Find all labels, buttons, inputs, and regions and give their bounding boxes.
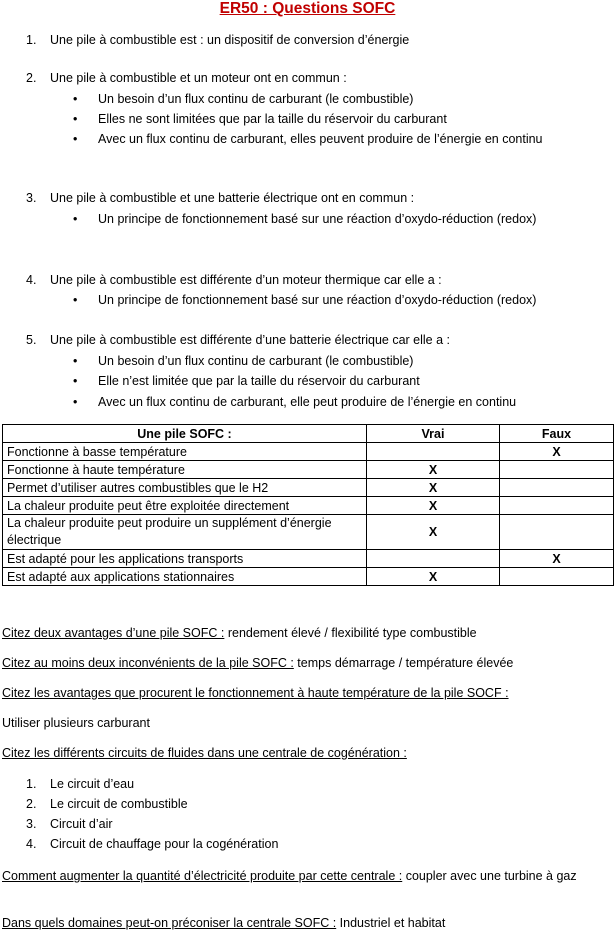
qa-question: Citez au moins deux inconvénients de la pile SOFC : [2, 656, 294, 670]
question-2 [26, 71, 611, 85]
question-1 [26, 33, 611, 47]
bullet-item: • Elle n’est limitée que par la taille du réservoir du carburant [74, 374, 614, 388]
qa-drawbacks [2, 656, 614, 670]
vrai-cell [367, 550, 500, 568]
answer-high-temp: Utiliser plusieurs carburant [2, 716, 150, 730]
table-header: Vrai [367, 425, 500, 443]
table-cell: La chaleur produite peut être exploitée directement [3, 497, 367, 515]
question-5 [26, 333, 611, 347]
qa-question: Dans quels domaines peut-on préconiser la centrale SOFC : [2, 916, 337, 930]
page-title: ER50 : Questions SOFC [219, 0, 396, 17]
qa-electricity [2, 867, 614, 886]
table-row [3, 550, 614, 568]
question-text: Une pile à combustible est différente d’un moteur thermique car elle a : [50, 273, 442, 287]
question-number: 3. [26, 191, 37, 205]
qa-high-temp [2, 686, 614, 700]
question-text: Une pile à combustible et un moteur ont en commun : [50, 71, 347, 85]
bullet-item: • Un besoin d’un flux continu de carburant (le combustible) [74, 92, 614, 106]
question-text: Une pile à combustible est : un dispositif de conversion d’énergie [50, 33, 410, 47]
table-cell: Est adapté aux applications stationnaires [3, 568, 367, 586]
list-item: 2. Le circuit de combustible [26, 797, 188, 811]
qa-question: Citez les avantages que procurent le fonctionnement à haute température de la pile SOCF : [2, 686, 509, 700]
qa-advantages [2, 626, 614, 640]
vrai-cell: X [367, 461, 500, 479]
qa-question: Comment augmenter la quantité d’électricité produite par cette centrale : [2, 869, 403, 883]
question-number: 2. [26, 71, 37, 85]
bullet-item: • Elles ne sont limitées que par la taille du réservoir du carburant [74, 112, 614, 126]
faux-cell: X [500, 550, 614, 568]
question-3 [26, 191, 611, 205]
faux-cell [500, 515, 614, 550]
question-number: 5. [26, 333, 37, 347]
list-item: 1. Le circuit d’eau [26, 777, 135, 791]
table-header: Faux [500, 425, 614, 443]
question-number: 1. [26, 33, 37, 47]
question-4 [26, 273, 611, 287]
table-header-row [3, 425, 614, 443]
vrai-cell: X [367, 568, 500, 586]
faux-cell [500, 568, 614, 586]
qa-answer: temps démarrage / température élevée [293, 656, 514, 670]
list-item: 4. Circuit de chauffage pour la cogénération [26, 837, 279, 851]
circuits-question: Citez les différents circuits de fluides dans une centrale de cogénération : [2, 746, 407, 760]
question-text: Une pile à combustible et une batterie électrique ont en commun : [50, 191, 415, 205]
table-cell: Est adapté pour les applications transports [3, 550, 367, 568]
bullet-item: • Avec un flux continu de carburant, elles peuvent produire de l’énergie en continu [74, 132, 614, 146]
table-row [3, 461, 614, 479]
table-cell: Permet d’utiliser autres combustibles que le H2 [3, 479, 367, 497]
vrai-cell [367, 443, 500, 461]
table-cell: Fonctionne à basse température [3, 443, 367, 461]
bullet-item: • Avec un flux continu de carburant, elle peut produire de l’énergie en continu [74, 395, 614, 409]
faux-cell [500, 479, 614, 497]
qa-answer: rendement élevé / flexibilité type combustible [224, 626, 477, 640]
list-item: 3. Circuit d’air [26, 817, 113, 831]
table-row [3, 443, 614, 461]
faux-cell [500, 497, 614, 515]
question-text: Une pile à combustible est différente d’une batterie électrique car elle a : [50, 333, 451, 347]
bullet-item: • Un principe de fonctionnement basé sur une réaction d’oxydo-réduction (redox) [74, 212, 614, 226]
bullet-item: • Un principe de fonctionnement basé sur une réaction d’oxydo-réduction (redox) [74, 293, 614, 307]
table-header: Une pile SOFC : [3, 425, 367, 443]
qa-answer: Industriel et habitat [336, 916, 446, 930]
question-number: 4. [26, 273, 37, 287]
vrai-cell: X [367, 497, 500, 515]
qa-question: Citez deux avantages d’une pile SOFC : [2, 626, 225, 640]
bullet-item: • Un besoin d’un flux continu de carburant (le combustible) [74, 354, 614, 368]
qa-answer: coupler avec une turbine à gaz [402, 869, 577, 883]
table-cell: La chaleur produite peut produire un supplément d’énergie électrique [3, 515, 367, 550]
table-row [3, 479, 614, 497]
sofc-true-false-table [2, 424, 614, 586]
faux-cell [500, 461, 614, 479]
table-cell: Fonctionne à haute température [3, 461, 367, 479]
faux-cell: X [500, 443, 614, 461]
table-row [3, 568, 614, 586]
table-row [3, 497, 614, 515]
vrai-cell: X [367, 479, 500, 497]
qa-domains [2, 916, 614, 930]
table-row [3, 515, 614, 550]
vrai-cell: X [367, 515, 500, 550]
